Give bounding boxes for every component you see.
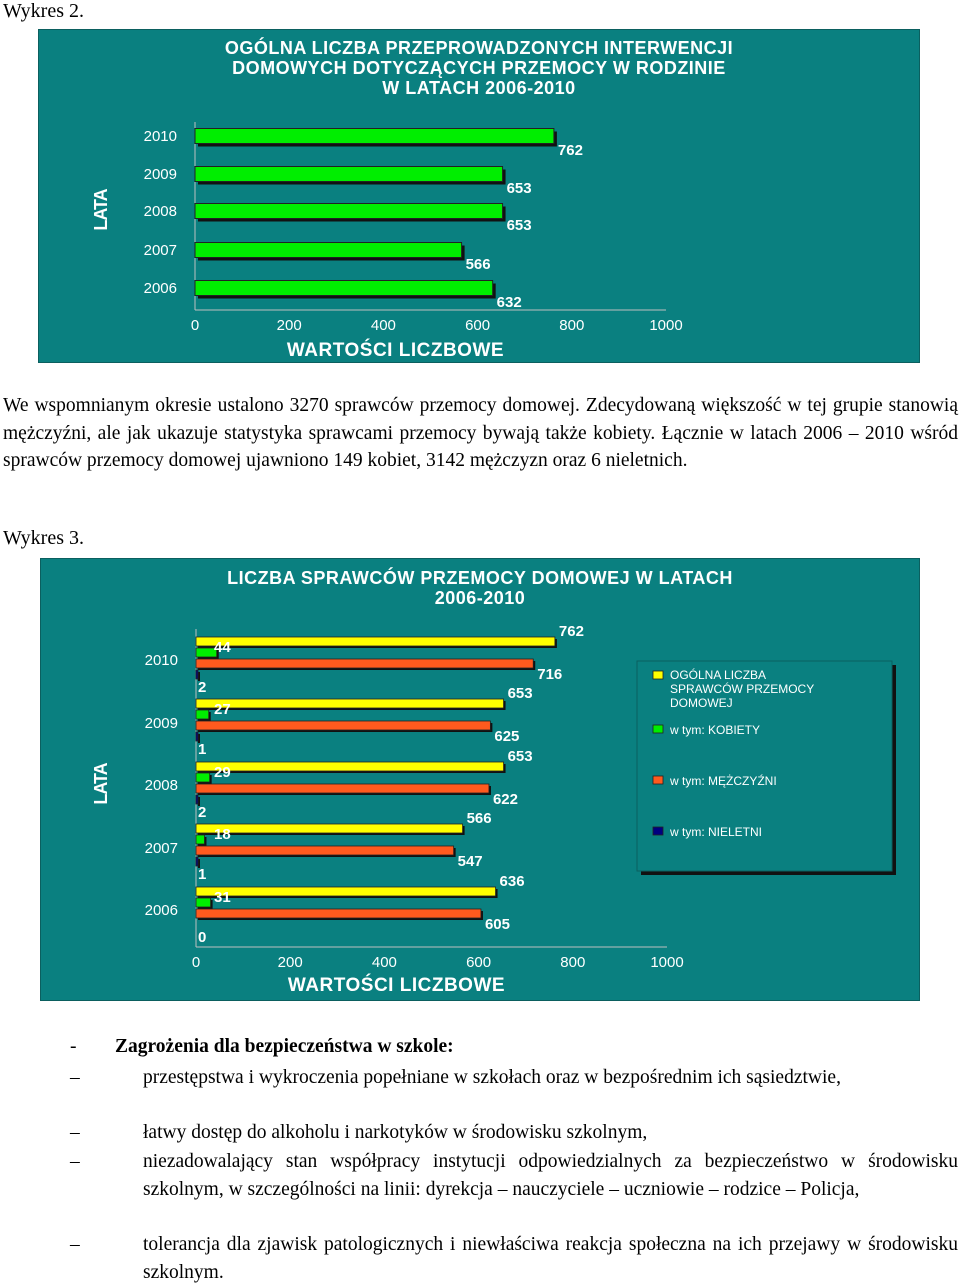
x-axis-title: WARTOŚCI LICZBOWE: [287, 975, 506, 996]
x-tick-label: 1000: [649, 317, 683, 334]
legend-label: w tym: NIELETNI: [670, 825, 763, 839]
list-item: – tolerancja dla zjawisk patologicznych i niewłaściwa reakcja społeczna na ich przejawy w środowisku szkolnym.: [70, 1234, 958, 1283]
data-label: 605: [484, 916, 510, 933]
y-axis-title: LATA: [91, 763, 111, 805]
chart2-plot: [41, 559, 919, 1000]
y-tick-label: 2006: [143, 280, 177, 297]
y-tick-label: 2010: [144, 652, 178, 669]
y-axis-title: LATA: [91, 189, 111, 231]
y-tick-label: 2007: [143, 242, 177, 259]
data-label: 625: [494, 728, 520, 745]
list-item: – niezadowalający stan współpracy instytucji odpowiedzialnych za bezpieczeństwo w środowisku szkolnym, w szczególności na linii: dyrekcja – nauczyciele – uczniowie – rodzice – Policja,: [70, 1151, 958, 1200]
bar-women: [196, 835, 204, 844]
data-label: 566: [466, 810, 492, 827]
data-label: 31: [214, 889, 231, 906]
bar-women: [196, 898, 211, 907]
x-tick-label: 0: [190, 317, 200, 334]
bar: [195, 129, 554, 144]
data-label: 44: [214, 639, 231, 656]
data-label: 636: [499, 873, 525, 890]
bar-total: [196, 824, 463, 833]
data-label: 622: [492, 791, 518, 808]
body-paragraph: We wspomnianym okresie ustalono 3270 sprawców przemocy domowej. Zdecydowaną większość w tej grupie stanowią mężczyźni, ale jak ukazuje statystyka sprawcami przemocy bywają także kobiety. Łącznie w latach 2006 – 2010 wśród sprawców przemocy domowej ujawniono 149 kobiet, 3142 mężczyzn oraz 6 nieletnich.: [3, 395, 958, 471]
data-label: 547: [457, 853, 483, 870]
y-tick-label: 2009: [143, 166, 177, 183]
x-tick-label: 400: [371, 954, 397, 971]
list-item: – łatwy dostęp do alkoholu i narkotyków w środowisku szkolnym,: [70, 1122, 648, 1143]
data-label: 2: [198, 804, 207, 821]
bar-minors: [196, 732, 198, 741]
chart-perpetrators: [40, 558, 920, 1001]
bar-total: [196, 699, 504, 708]
bar-men: [196, 784, 489, 793]
legend-swatch: [653, 776, 663, 784]
y-tick-label: 2006: [144, 902, 178, 919]
data-label: 566: [465, 256, 491, 273]
bar-minors: [196, 857, 198, 866]
data-label: 653: [507, 748, 533, 765]
chart2-title-line2: 2006-2010: [434, 588, 526, 608]
bar-total: [196, 887, 496, 896]
x-tick-label: 1000: [650, 954, 684, 971]
x-axis-title: WARTOŚCI LICZBOWE: [286, 340, 505, 361]
data-label: 762: [557, 142, 583, 159]
bar-men: [196, 659, 533, 668]
data-label: 1: [198, 741, 207, 758]
chart1-title-line1: OGÓLNA LICZBA PRZEPROWADZONYCH INTERWENCJI: [224, 38, 734, 58]
data-label: 27: [214, 701, 231, 718]
bar-minors: [196, 795, 198, 804]
data-label: 18: [214, 826, 231, 843]
bar-men: [196, 846, 454, 855]
caption-wykres-2: Wykres 2.: [3, 0, 84, 22]
legend-swatch: [653, 671, 663, 679]
bar: [195, 243, 462, 258]
y-tick-label: 2009: [144, 715, 178, 732]
chart-interventions: [38, 29, 920, 363]
chart1-title-line3: W LATACH 2006-2010: [382, 78, 576, 98]
caption-wykres-3: Wykres 3.: [3, 527, 84, 549]
bar: [195, 204, 503, 219]
x-tick-label: 200: [276, 317, 302, 334]
data-label: 632: [496, 294, 522, 311]
data-label: 2: [198, 679, 207, 696]
data-label: 762: [558, 623, 584, 640]
legend-label: OGÓLNA LICZBA SPRAWCÓW PRZEMOCY DOMOWEJ: [670, 668, 815, 710]
chart1-plot: [39, 30, 919, 362]
list-item: – przestępstwa i wykroczenia popełniane w szkołach oraz w bezpośrednim ich sąsiedztwie,: [70, 1067, 841, 1088]
y-tick-label: 2008: [144, 777, 178, 794]
threats-list: [70, 1033, 958, 1283]
data-label: 653: [506, 217, 532, 234]
x-tick-label: 600: [466, 954, 492, 971]
chart2-title-line1: LICZBA SPRAWCÓW PRZEMOCY DOMOWEJ W LATACH: [227, 568, 733, 588]
x-tick-label: 800: [559, 317, 585, 334]
bar-total: [196, 637, 555, 646]
bar-total: [196, 762, 504, 771]
data-label: 653: [507, 685, 533, 702]
y-tick-label: 2010: [143, 128, 177, 145]
y-tick-label: 2007: [144, 840, 178, 857]
x-tick-label: 400: [370, 317, 396, 334]
data-label: 0: [198, 929, 207, 946]
x-tick-label: 0: [191, 954, 201, 971]
bar-men: [196, 721, 490, 730]
legend-swatch: [653, 827, 663, 835]
bar-minors: [196, 670, 198, 679]
x-tick-label: 200: [277, 954, 303, 971]
legend-label: w tym: MĘŻCZYŹNI: [670, 774, 777, 788]
x-tick-label: 600: [465, 317, 491, 334]
data-label: 1: [198, 866, 207, 883]
legend-swatch: [653, 725, 663, 733]
data-label: 29: [214, 764, 231, 781]
bar: [195, 281, 493, 296]
bar-women: [196, 773, 210, 782]
bar-women: [196, 710, 209, 719]
legend-label: w tym: KOBIETY: [670, 723, 761, 737]
list-heading: Zagrożenia dla bezpieczeństwa w szkole:: [115, 1036, 454, 1057]
y-tick-label: 2008: [143, 203, 177, 220]
list-head-dash: -: [70, 1036, 77, 1057]
bar-men: [196, 909, 481, 918]
data-label: 716: [537, 666, 563, 683]
bar: [195, 167, 503, 182]
data-label: 653: [506, 180, 532, 197]
x-tick-label: 800: [560, 954, 586, 971]
chart1-title-line2: DOMOWYCH DOTYCZĄCYCH PRZEMOCY W RODZINIE: [232, 58, 726, 78]
